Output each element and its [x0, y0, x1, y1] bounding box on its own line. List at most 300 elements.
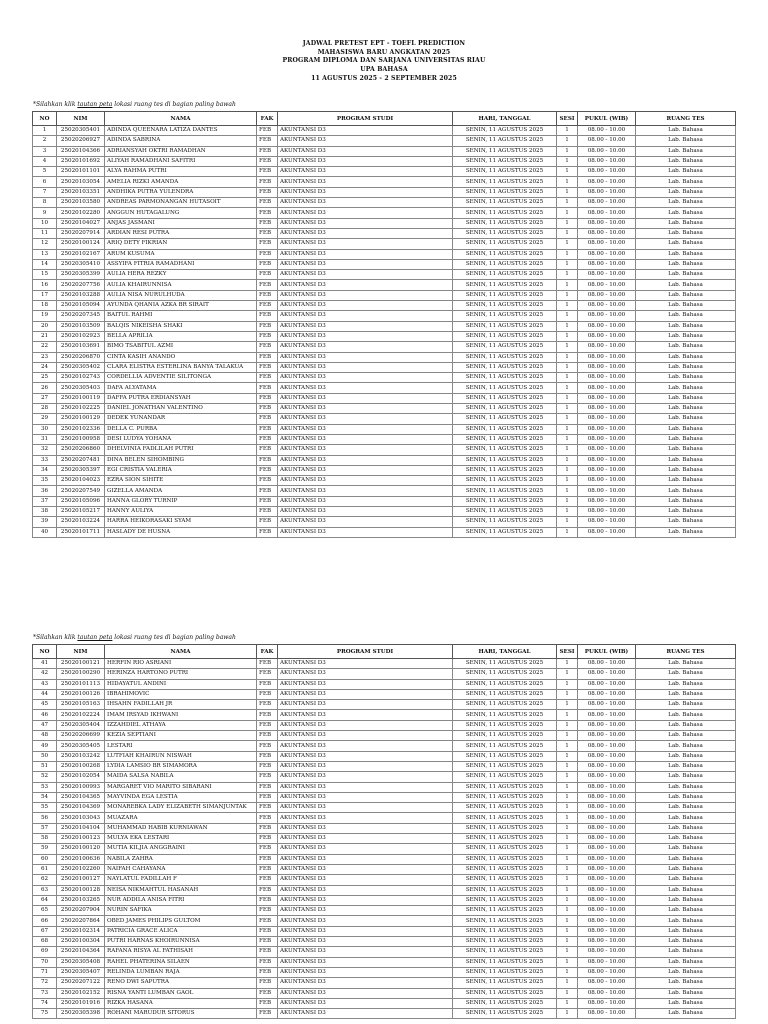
cell-no: 1 — [33, 126, 57, 136]
cell-pukul: 08.00 - 10.00 — [578, 156, 636, 166]
cell-hari: SENIN, 11 AGUSTUS 2025 — [453, 906, 557, 916]
cell-nama: BIMO TSABITUL AZMI — [105, 342, 257, 352]
cell-ruang: Lab. Bahasa — [636, 864, 736, 874]
cell-ruang: Lab. Bahasa — [636, 937, 736, 947]
cell-pukul: 08.00 - 10.00 — [578, 496, 636, 506]
table-row — [33, 527, 736, 537]
cell-prodi: AKUNTANSI D3 — [278, 259, 453, 269]
cell-ruang: Lab. Bahasa — [636, 239, 736, 249]
cell-ruang: Lab. Bahasa — [636, 885, 736, 895]
cell-ruang: Lab. Bahasa — [636, 290, 736, 300]
cell-hari: SENIN, 11 AGUSTUS 2025 — [453, 947, 557, 957]
cell-prodi: AKUNTANSI D3 — [278, 782, 453, 792]
table-row — [33, 659, 736, 669]
cell-prodi: AKUNTANSI D3 — [278, 414, 453, 424]
cell-prodi: AKUNTANSI D3 — [278, 362, 453, 372]
cell-sesi: 1 — [557, 249, 578, 259]
table-row — [33, 455, 736, 465]
cell-ruang: Lab. Bahasa — [636, 679, 736, 689]
cell-ruang: Lab. Bahasa — [636, 383, 736, 393]
cell-pukul: 08.00 - 10.00 — [578, 476, 636, 486]
cell-pukul: 08.00 - 10.00 — [578, 506, 636, 516]
col-header-sesi: SESI — [557, 112, 578, 126]
cell-pukul: 08.00 - 10.00 — [578, 957, 636, 967]
cell-fak: FEB — [257, 823, 278, 833]
cell-ruang: Lab. Bahasa — [636, 156, 736, 166]
cell-hari: SENIN, 11 AGUSTUS 2025 — [453, 772, 557, 782]
cell-nim: 25020102923 — [57, 331, 105, 341]
cell-pukul: 08.00 - 10.00 — [578, 465, 636, 475]
cell-hari: SENIN, 11 AGUSTUS 2025 — [453, 1009, 557, 1019]
cell-sesi: 1 — [557, 998, 578, 1008]
cell-sesi: 1 — [557, 1009, 578, 1019]
cell-no: 65 — [33, 906, 57, 916]
cell-nama: ANGGUN HUTAGALUNG — [105, 208, 257, 218]
cell-fak: FEB — [257, 751, 278, 761]
cell-hari: SENIN, 11 AGUSTUS 2025 — [453, 978, 557, 988]
cell-ruang: Lab. Bahasa — [636, 906, 736, 916]
cell-pukul: 08.00 - 10.00 — [578, 720, 636, 730]
table-row — [33, 895, 736, 905]
cell-nama: LUTFIAH KHAIRUN NISWAH — [105, 751, 257, 761]
cell-hari: SENIN, 11 AGUSTUS 2025 — [453, 126, 557, 136]
title-line-3: PROGRAM DIPLOMA DAN SARJANA UNIVERSITAS RIAU — [282, 57, 486, 65]
cell-fak: FEB — [257, 218, 278, 228]
cell-nama: MUTIA KILJIA ANGGRAINI — [105, 844, 257, 854]
cell-hari: SENIN, 11 AGUSTUS 2025 — [453, 679, 557, 689]
cell-no: 16 — [33, 280, 57, 290]
cell-prodi: AKUNTANSI D3 — [278, 465, 453, 475]
table-row — [33, 476, 736, 486]
cell-sesi: 1 — [557, 239, 578, 249]
cell-ruang: Lab. Bahasa — [636, 496, 736, 506]
cell-hari: SENIN, 11 AGUSTUS 2025 — [453, 864, 557, 874]
cell-sesi: 1 — [557, 854, 578, 864]
cell-sesi: 1 — [557, 321, 578, 331]
cell-ruang: Lab. Bahasa — [636, 854, 736, 864]
cell-pukul: 08.00 - 10.00 — [578, 906, 636, 916]
cell-nama: ALIYAH RAMADHANI SAFITRI — [105, 156, 257, 166]
cell-nim: 25020207122 — [57, 978, 105, 988]
cell-nim: 25020207914 — [57, 228, 105, 238]
cell-nim: 25020104364 — [57, 947, 105, 957]
cell-sesi: 1 — [557, 926, 578, 936]
cell-sesi: 1 — [557, 486, 578, 496]
cell-hari: SENIN, 11 AGUSTUS 2025 — [453, 362, 557, 372]
cell-nama: BALQIS NIKEISHA SHAKI — [105, 321, 257, 331]
cell-hari: SENIN, 11 AGUSTUS 2025 — [453, 280, 557, 290]
cell-pukul: 08.00 - 10.00 — [578, 988, 636, 998]
table-row — [33, 424, 736, 434]
cell-sesi: 1 — [557, 455, 578, 465]
cell-sesi: 1 — [557, 198, 578, 208]
cell-fak: FEB — [257, 198, 278, 208]
cell-no: 14 — [33, 259, 57, 269]
cell-nim: 25020101113 — [57, 679, 105, 689]
cell-fak: FEB — [257, 527, 278, 537]
cell-ruang: Lab. Bahasa — [636, 988, 736, 998]
cell-no: 64 — [33, 895, 57, 905]
cell-no: 67 — [33, 926, 57, 936]
cell-pukul: 08.00 - 10.00 — [578, 689, 636, 699]
col-header-nim: NIM — [57, 645, 105, 659]
cell-sesi: 1 — [557, 957, 578, 967]
cell-sesi: 1 — [557, 895, 578, 905]
cell-ruang: Lab. Bahasa — [636, 803, 736, 813]
cell-ruang: Lab. Bahasa — [636, 424, 736, 434]
cell-no: 2 — [33, 136, 57, 146]
cell-ruang: Lab. Bahasa — [636, 720, 736, 730]
cell-ruang: Lab. Bahasa — [636, 167, 736, 177]
cell-no: 47 — [33, 720, 57, 730]
cell-pukul: 08.00 - 10.00 — [578, 731, 636, 741]
cell-fak: FEB — [257, 906, 278, 916]
cell-sesi: 1 — [557, 782, 578, 792]
cell-sesi: 1 — [557, 885, 578, 895]
cell-no: 3 — [33, 146, 57, 156]
cell-nim: 25020103265 — [57, 895, 105, 905]
cell-fak: FEB — [257, 424, 278, 434]
cell-nim: 25020207345 — [57, 311, 105, 321]
cell-fak: FEB — [257, 239, 278, 249]
cell-nama: NABILA ZAHRA — [105, 854, 257, 864]
cell-pukul: 08.00 - 10.00 — [578, 823, 636, 833]
cell-nama: HANNY AULIYA — [105, 506, 257, 516]
cell-nim: 25020104023 — [57, 476, 105, 486]
table-row — [33, 916, 736, 926]
cell-prodi: AKUNTANSI D3 — [278, 761, 453, 771]
cell-nama: EGI CRISTIA VALERIA — [105, 465, 257, 475]
table-row — [33, 198, 736, 208]
cell-fak: FEB — [257, 496, 278, 506]
cell-no: 28 — [33, 404, 57, 414]
cell-fak: FEB — [257, 167, 278, 177]
cell-nama: DHELVINIA FADLILAH PUTRI — [105, 445, 257, 455]
cell-prodi: AKUNTANSI D3 — [278, 311, 453, 321]
cell-sesi: 1 — [557, 875, 578, 885]
cell-nama: ADINDA SABRINA — [105, 136, 257, 146]
table-row — [33, 373, 736, 383]
cell-hari: SENIN, 11 AGUSTUS 2025 — [453, 156, 557, 166]
cell-fak: FEB — [257, 988, 278, 998]
cell-nama: MONAREBKA LADY ELIZABETH SIMANJUNTAK — [105, 803, 257, 813]
col-header-nim: NIM — [57, 112, 105, 126]
cell-fak: FEB — [257, 404, 278, 414]
cell-hari: SENIN, 11 AGUSTUS 2025 — [453, 393, 557, 403]
cell-pukul: 08.00 - 10.00 — [578, 741, 636, 751]
cell-prodi: AKUNTANSI D3 — [278, 813, 453, 823]
cell-nim: 25020101101 — [57, 167, 105, 177]
cell-ruang: Lab. Bahasa — [636, 208, 736, 218]
cell-nim: 25020102054 — [57, 772, 105, 782]
cell-nama: NAYLATUL FADILLAH F — [105, 875, 257, 885]
cell-fak: FEB — [257, 885, 278, 895]
cell-no: 50 — [33, 751, 57, 761]
note-suffix: lokasi ruang tes di bagian paling bawah — [112, 634, 236, 641]
cell-no: 13 — [33, 249, 57, 259]
table-body-1 — [33, 126, 736, 538]
cell-hari: SENIN, 11 AGUSTUS 2025 — [453, 352, 557, 362]
cell-prodi: AKUNTANSI D3 — [278, 321, 453, 331]
cell-ruang: Lab. Bahasa — [636, 126, 736, 136]
cell-nama: IBRAHIMOVIC — [105, 689, 257, 699]
cell-prodi: AKUNTANSI D3 — [278, 187, 453, 197]
table-row — [33, 782, 736, 792]
cell-nim: 25020100268 — [57, 761, 105, 771]
cell-hari: SENIN, 11 AGUSTUS 2025 — [453, 506, 557, 516]
col-header-no: NO — [33, 112, 57, 126]
table-row — [33, 301, 736, 311]
cell-fak: FEB — [257, 434, 278, 444]
cell-ruang: Lab. Bahasa — [636, 527, 736, 537]
cell-prodi: AKUNTANSI D3 — [278, 710, 453, 720]
cell-nim: 25020100958 — [57, 434, 105, 444]
cell-nim: 25020102280 — [57, 208, 105, 218]
table-row — [33, 496, 736, 506]
cell-nama: ANDREAS PARMONANGAN HUTASOIT — [105, 198, 257, 208]
cell-pukul: 08.00 - 10.00 — [578, 926, 636, 936]
cell-no: 46 — [33, 710, 57, 720]
cell-pukul: 08.00 - 10.00 — [578, 352, 636, 362]
cell-nama: IZZAHDIEL ATHAYA — [105, 720, 257, 730]
cell-prodi: AKUNTANSI D3 — [278, 167, 453, 177]
cell-prodi: AKUNTANSI D3 — [278, 978, 453, 988]
cell-fak: FEB — [257, 803, 278, 813]
cell-ruang: Lab. Bahasa — [636, 669, 736, 679]
cell-prodi: AKUNTANSI D3 — [278, 434, 453, 444]
cell-sesi: 1 — [557, 700, 578, 710]
cell-nim: 25020105163 — [57, 700, 105, 710]
cell-fak: FEB — [257, 476, 278, 486]
cell-nim: 25020100124 — [57, 239, 105, 249]
cell-fak: FEB — [257, 761, 278, 771]
cell-prodi: AKUNTANSI D3 — [278, 864, 453, 874]
cell-nim: 25020101692 — [57, 156, 105, 166]
cell-nama: RAHEL PHATERINA SILAEN — [105, 957, 257, 967]
cell-sesi: 1 — [557, 301, 578, 311]
cell-hari: SENIN, 11 AGUSTUS 2025 — [453, 434, 557, 444]
table-row — [33, 393, 736, 403]
col-header-prodi: PROGRAM STUDI — [278, 645, 453, 659]
cell-pukul: 08.00 - 10.00 — [578, 813, 636, 823]
cell-hari: SENIN, 11 AGUSTUS 2025 — [453, 710, 557, 720]
cell-prodi: AKUNTANSI D3 — [278, 741, 453, 751]
cell-ruang: Lab. Bahasa — [636, 434, 736, 444]
cell-sesi: 1 — [557, 772, 578, 782]
cell-pukul: 08.00 - 10.00 — [578, 177, 636, 187]
cell-nama: ASSYIFA FITRIA RAMADHANI — [105, 259, 257, 269]
cell-sesi: 1 — [557, 947, 578, 957]
cell-nama: AULIA NISA NURULHUDA — [105, 290, 257, 300]
cell-no: 36 — [33, 486, 57, 496]
cell-sesi: 1 — [557, 916, 578, 926]
table-row — [33, 844, 736, 854]
cell-no: 20 — [33, 321, 57, 331]
cell-hari: SENIN, 11 AGUSTUS 2025 — [453, 259, 557, 269]
cell-pukul: 08.00 - 10.00 — [578, 136, 636, 146]
cell-hari: SENIN, 11 AGUSTUS 2025 — [453, 208, 557, 218]
cell-ruang: Lab. Bahasa — [636, 731, 736, 741]
cell-nama: DEDEK YUNANDAR — [105, 414, 257, 424]
cell-prodi: AKUNTANSI D3 — [278, 301, 453, 311]
cell-pukul: 08.00 - 10.00 — [578, 342, 636, 352]
cell-pukul: 08.00 - 10.00 — [578, 208, 636, 218]
table-row — [33, 947, 736, 957]
cell-hari: SENIN, 11 AGUSTUS 2025 — [453, 136, 557, 146]
cell-ruang: Lab. Bahasa — [636, 823, 736, 833]
cell-fak: FEB — [257, 937, 278, 947]
cell-hari: SENIN, 11 AGUSTUS 2025 — [453, 813, 557, 823]
cell-sesi: 1 — [557, 689, 578, 699]
cell-nama: MAYVINDA EGA LESTIA — [105, 792, 257, 802]
cell-pukul: 08.00 - 10.00 — [578, 198, 636, 208]
cell-no: 29 — [33, 414, 57, 424]
cell-no: 69 — [33, 947, 57, 957]
table-row — [33, 146, 736, 156]
cell-nim: 25020103288 — [57, 290, 105, 300]
cell-ruang: Lab. Bahasa — [636, 476, 736, 486]
cell-prodi: AKUNTANSI D3 — [278, 476, 453, 486]
cell-nim: 25020102224 — [57, 710, 105, 720]
cell-sesi: 1 — [557, 331, 578, 341]
cell-fak: FEB — [257, 352, 278, 362]
cell-prodi: AKUNTANSI D3 — [278, 198, 453, 208]
cell-prodi: AKUNTANSI D3 — [278, 957, 453, 967]
cell-nama: LESTARI — [105, 741, 257, 751]
cell-fak: FEB — [257, 146, 278, 156]
cell-no: 15 — [33, 270, 57, 280]
cell-prodi: AKUNTANSI D3 — [278, 792, 453, 802]
cell-nim: 25020102314 — [57, 926, 105, 936]
cell-nim: 25020206870 — [57, 352, 105, 362]
cell-pukul: 08.00 - 10.00 — [578, 373, 636, 383]
cell-nama: IMAM IRSYAD IKHWANI — [105, 710, 257, 720]
cell-hari: SENIN, 11 AGUSTUS 2025 — [453, 782, 557, 792]
cell-nama: PATRICIA GRACE ALICA — [105, 926, 257, 936]
cell-nim: 25020305399 — [57, 270, 105, 280]
table-row — [33, 383, 736, 393]
cell-ruang: Lab. Bahasa — [636, 445, 736, 455]
table-row — [33, 885, 736, 895]
table-row — [33, 998, 736, 1008]
table-row — [33, 404, 736, 414]
cell-fak: FEB — [257, 957, 278, 967]
cell-nama: LYDIA LAMSIO BR SIMAMORA — [105, 761, 257, 771]
cell-no: 17 — [33, 290, 57, 300]
cell-nama: ANJAS JASMANI — [105, 218, 257, 228]
cell-no: 11 — [33, 228, 57, 238]
table-row — [33, 177, 736, 187]
cell-fak: FEB — [257, 689, 278, 699]
cell-no: 9 — [33, 208, 57, 218]
table-row — [33, 679, 736, 689]
cell-nama: AYUNDA QHANIA AZKA BR SIRAIT — [105, 301, 257, 311]
cell-hari: SENIN, 11 AGUSTUS 2025 — [453, 937, 557, 947]
cell-hari: SENIN, 11 AGUSTUS 2025 — [453, 844, 557, 854]
cell-nama: ADINDA QUEENARA LATIZA DANTES — [105, 126, 257, 136]
cell-pukul: 08.00 - 10.00 — [578, 978, 636, 988]
cell-hari: SENIN, 11 AGUSTUS 2025 — [453, 741, 557, 751]
col-header-nama: NAMA — [105, 645, 257, 659]
cell-pukul: 08.00 - 10.00 — [578, 772, 636, 782]
cell-ruang: Lab. Bahasa — [636, 146, 736, 156]
cell-fak: FEB — [257, 741, 278, 751]
cell-no: 66 — [33, 916, 57, 926]
cell-no: 40 — [33, 527, 57, 537]
cell-ruang: Lab. Bahasa — [636, 362, 736, 372]
table-row — [33, 834, 736, 844]
cell-hari: SENIN, 11 AGUSTUS 2025 — [453, 146, 557, 156]
cell-pukul: 08.00 - 10.00 — [578, 669, 636, 679]
cell-no: 38 — [33, 506, 57, 516]
cell-prodi: AKUNTANSI D3 — [278, 926, 453, 936]
col-header-fak: FAK — [257, 645, 278, 659]
cell-hari: SENIN, 11 AGUSTUS 2025 — [453, 270, 557, 280]
cell-no: 52 — [33, 772, 57, 782]
cell-pukul: 08.00 - 10.00 — [578, 527, 636, 537]
cell-hari: SENIN, 11 AGUSTUS 2025 — [453, 751, 557, 761]
cell-hari: SENIN, 11 AGUSTUS 2025 — [453, 875, 557, 885]
cell-no: 51 — [33, 761, 57, 771]
cell-fak: FEB — [257, 280, 278, 290]
cell-ruang: Lab. Bahasa — [636, 761, 736, 771]
cell-fak: FEB — [257, 926, 278, 936]
cell-sesi: 1 — [557, 434, 578, 444]
cell-nama: AMELIA RIZKI AMANDA — [105, 177, 257, 187]
cell-prodi: AKUNTANSI D3 — [278, 895, 453, 905]
cell-fak: FEB — [257, 259, 278, 269]
table-row — [33, 761, 736, 771]
cell-no: 23 — [33, 352, 57, 362]
cell-pukul: 08.00 - 10.00 — [578, 249, 636, 259]
cell-ruang: Lab. Bahasa — [636, 249, 736, 259]
cell-nama: RIZKA HASANA — [105, 998, 257, 1008]
cell-no: 10 — [33, 218, 57, 228]
cell-nim: 25020100128 — [57, 885, 105, 895]
cell-pukul: 08.00 - 10.00 — [578, 967, 636, 977]
cell-nama: BELLA APRILIA — [105, 331, 257, 341]
cell-ruang: Lab. Bahasa — [636, 689, 736, 699]
cell-no: 63 — [33, 885, 57, 895]
cell-hari: SENIN, 11 AGUSTUS 2025 — [453, 465, 557, 475]
table-header-row — [33, 112, 736, 126]
cell-ruang: Lab. Bahasa — [636, 957, 736, 967]
cell-no: 74 — [33, 998, 57, 1008]
cell-prodi: AKUNTANSI D3 — [278, 177, 453, 187]
cell-nim: 25020105096 — [57, 496, 105, 506]
cell-fak: FEB — [257, 414, 278, 424]
table-row — [33, 249, 736, 259]
cell-hari: SENIN, 11 AGUSTUS 2025 — [453, 834, 557, 844]
table-row — [33, 978, 736, 988]
cell-sesi: 1 — [557, 967, 578, 977]
table-row — [33, 751, 736, 761]
cell-nim: 25020102743 — [57, 373, 105, 383]
cell-ruang: Lab. Bahasa — [636, 813, 736, 823]
cell-sesi: 1 — [557, 270, 578, 280]
table-row — [33, 700, 736, 710]
cell-prodi: AKUNTANSI D3 — [278, 854, 453, 864]
cell-no: 56 — [33, 813, 57, 823]
map-link[interactable]: tautan peta — [77, 101, 113, 108]
cell-sesi: 1 — [557, 208, 578, 218]
cell-nama: ADRIANSYAH OKTRI RAMADHAN — [105, 146, 257, 156]
cell-ruang: Lab. Bahasa — [636, 486, 736, 496]
map-link[interactable]: tautan peta — [77, 634, 113, 641]
cell-prodi: AKUNTANSI D3 — [278, 455, 453, 465]
cell-fak: FEB — [257, 331, 278, 341]
table-row — [33, 906, 736, 916]
